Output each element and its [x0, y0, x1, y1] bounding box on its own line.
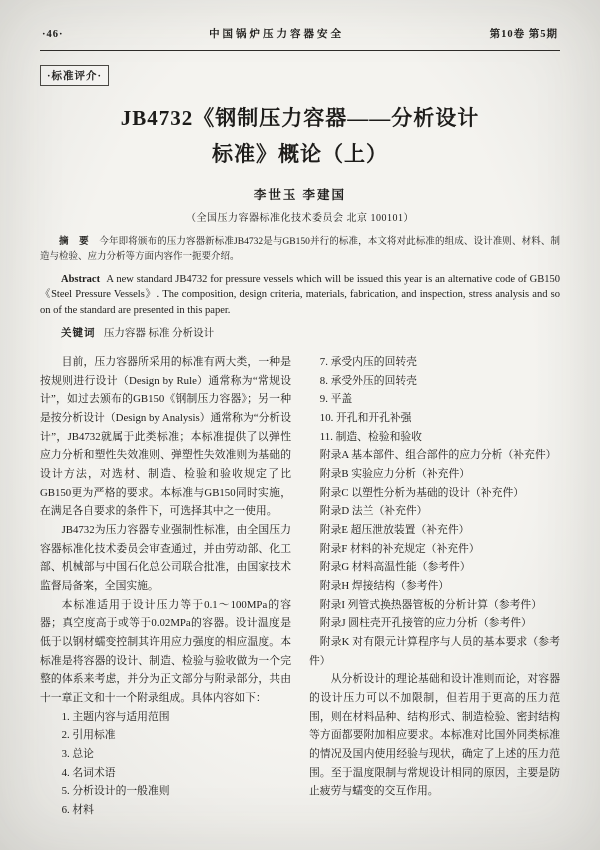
journal-title: 中国锅炉压力容器安全: [209, 29, 345, 40]
page-number: ·46·: [42, 29, 64, 40]
chapter-list-item: 附录B 实验应力分析（补充件）: [319, 467, 471, 480]
body-columns: [40, 353, 560, 820]
chapter-list-item: 附录K 对有限元计算程序与人员的基本要求（参考件）: [309, 635, 560, 667]
body-paragraph: 从分析设计的理论基础和设计准则而论，对容器的设计压力可以不加限制，但若用于更高的压力范围，则在材料品种、结构形式、制造检验、密封结构等方面都要附加相应要求。本标准对比国外同类标准的情况及国内使用经验与现状，确定了上述的压力范围。至于温度限制与常规设计相同的原因，主要是防止疲劳与蠕变的交互作用。: [309, 673, 560, 798]
chapter-list-item: 3. 总论: [61, 747, 94, 760]
affiliation: （全国压力容器标准化技术委员会 北京 100101）: [186, 213, 414, 225]
chapter-list-item: 附录C 以塑性分析为基础的设计（补充件）: [319, 486, 525, 499]
chapter-list-item: 1. 主题内容与适用范围: [61, 710, 170, 723]
chapter-list-item: 4. 名词术语: [61, 766, 116, 779]
abstract-cn-label: 摘 要: [59, 237, 93, 248]
chapter-list-1-6: [40, 708, 291, 820]
left-column: [40, 353, 291, 820]
authors: 李世玉 李建国: [253, 188, 347, 203]
chapter-list-item: 附录A 基本部件、组合部件的应力分析（补充件）: [319, 449, 557, 462]
body-paragraph: 本标准适用于设计压力等于0.1～100MPa的容器；真空度高于或等于0.02MPa的容器。设计温度是低于以钢材蠕变控制其许用应力强度的相应温度。本标准是将容器的设计、制造、检验与验收做为一个完整的体系来考虑，并分为正文部分与附录部分，共由十一章正文和十一个附录组成。具体内容如下：: [40, 598, 291, 704]
volume-issue: 第10卷 第5期: [489, 29, 558, 40]
chapter-list-item: 6. 材料: [61, 803, 94, 816]
chapter-list-item: 7. 承受内压的回转壳: [319, 355, 417, 368]
chapter-list-item: 附录F 材料的补充规定（补充件）: [319, 542, 480, 555]
chapter-list-item: 10. 开孔和开孔补强: [319, 411, 412, 424]
chapter-list-item: 11. 制造、检验和验收: [319, 430, 422, 443]
chapter-appendix-list: [309, 353, 560, 670]
section-label-badge: ·标准评介·: [40, 65, 109, 86]
abstract-english: [40, 272, 560, 319]
right-column: [309, 353, 560, 820]
chapter-list-item: 附录E 超压泄放装置（补充件）: [319, 523, 470, 536]
abstract-en-text: A new standard JB4732 for pressure vessels which will be issued this year is an alternative code of GB150 《Steel Pressure Vessels》. The composition, design criteria, materials, fabrication, and inspection, stress analysis and so on of the standard are presented in this paper.: [40, 273, 560, 317]
chapter-list-item: 附录J 圆柱壳开孔接管的应力分析（参考件）: [319, 617, 532, 630]
chapter-list-item: 2. 引用标准: [61, 729, 116, 742]
chapter-list-item: 8. 承受外压的回转壳: [319, 374, 417, 387]
chapter-list-item: 附录H 焊接结构（参考件）: [319, 579, 450, 592]
paper-title-line1: JB4732《钢制压力容器——分析设计: [120, 106, 480, 130]
chapter-list-item: 5. 分析设计的一般准则: [61, 785, 170, 798]
body-paragraph: 目前，压力容器所采用的标准有两大类，一种是按规则进行设计（Design by Rule）通常称为“常规设计”，如过去颁布的GB150《钢制压力容器》；另一种是按分析设计（Design by Analysis）通常称为“分析设计”，JB4732就属于此类标准；本标准提供了以弹性应力分析和塑性失效准则、弹塑性失效准则为基础的设计方法，对选材、制造、检验和验收规定了比GB150更为严格的要求。本标准与GB150同时实施，在满足各自要求的条件下，可选择其中之一使用。: [40, 355, 291, 518]
chapter-list-item: 附录D 法兰（补充件）: [319, 505, 428, 518]
paper-title-line2: 标准》概论（上）: [212, 142, 388, 167]
chapter-list-item: 附录I 列管式换热器管板的分析计算（参考件）: [319, 598, 543, 611]
abstract-en-label: Abstract: [61, 273, 101, 285]
keywords-line: [40, 325, 560, 340]
paper-title: [40, 100, 560, 172]
abstract-cn-text: 今年即将颁布的压力容器新标准JB4732是与GB150并行的标准，本文将对此标准的组成、设计准则、材料、制造与检验、应力分析等方面内容作一扼要介绍。: [40, 237, 560, 263]
body-paragraph: JB4732为压力容器专业强制性标准，由全国压力容器标准化技术委员会审查通过，并由劳动部、化工部、机械部与中国石化总公司联合批准，由国家技术监督局备案，全国实施。: [40, 523, 291, 592]
keywords-label: 关键词: [61, 327, 96, 339]
page-header: [40, 26, 560, 51]
chapter-list-item: 附录G 材料高温性能（参考件）: [319, 561, 471, 574]
abstract-chinese: [40, 235, 560, 265]
chapter-list-item: 9. 平盖: [319, 393, 353, 406]
keywords-text: 压力容器 标准 分析设计: [103, 327, 215, 339]
